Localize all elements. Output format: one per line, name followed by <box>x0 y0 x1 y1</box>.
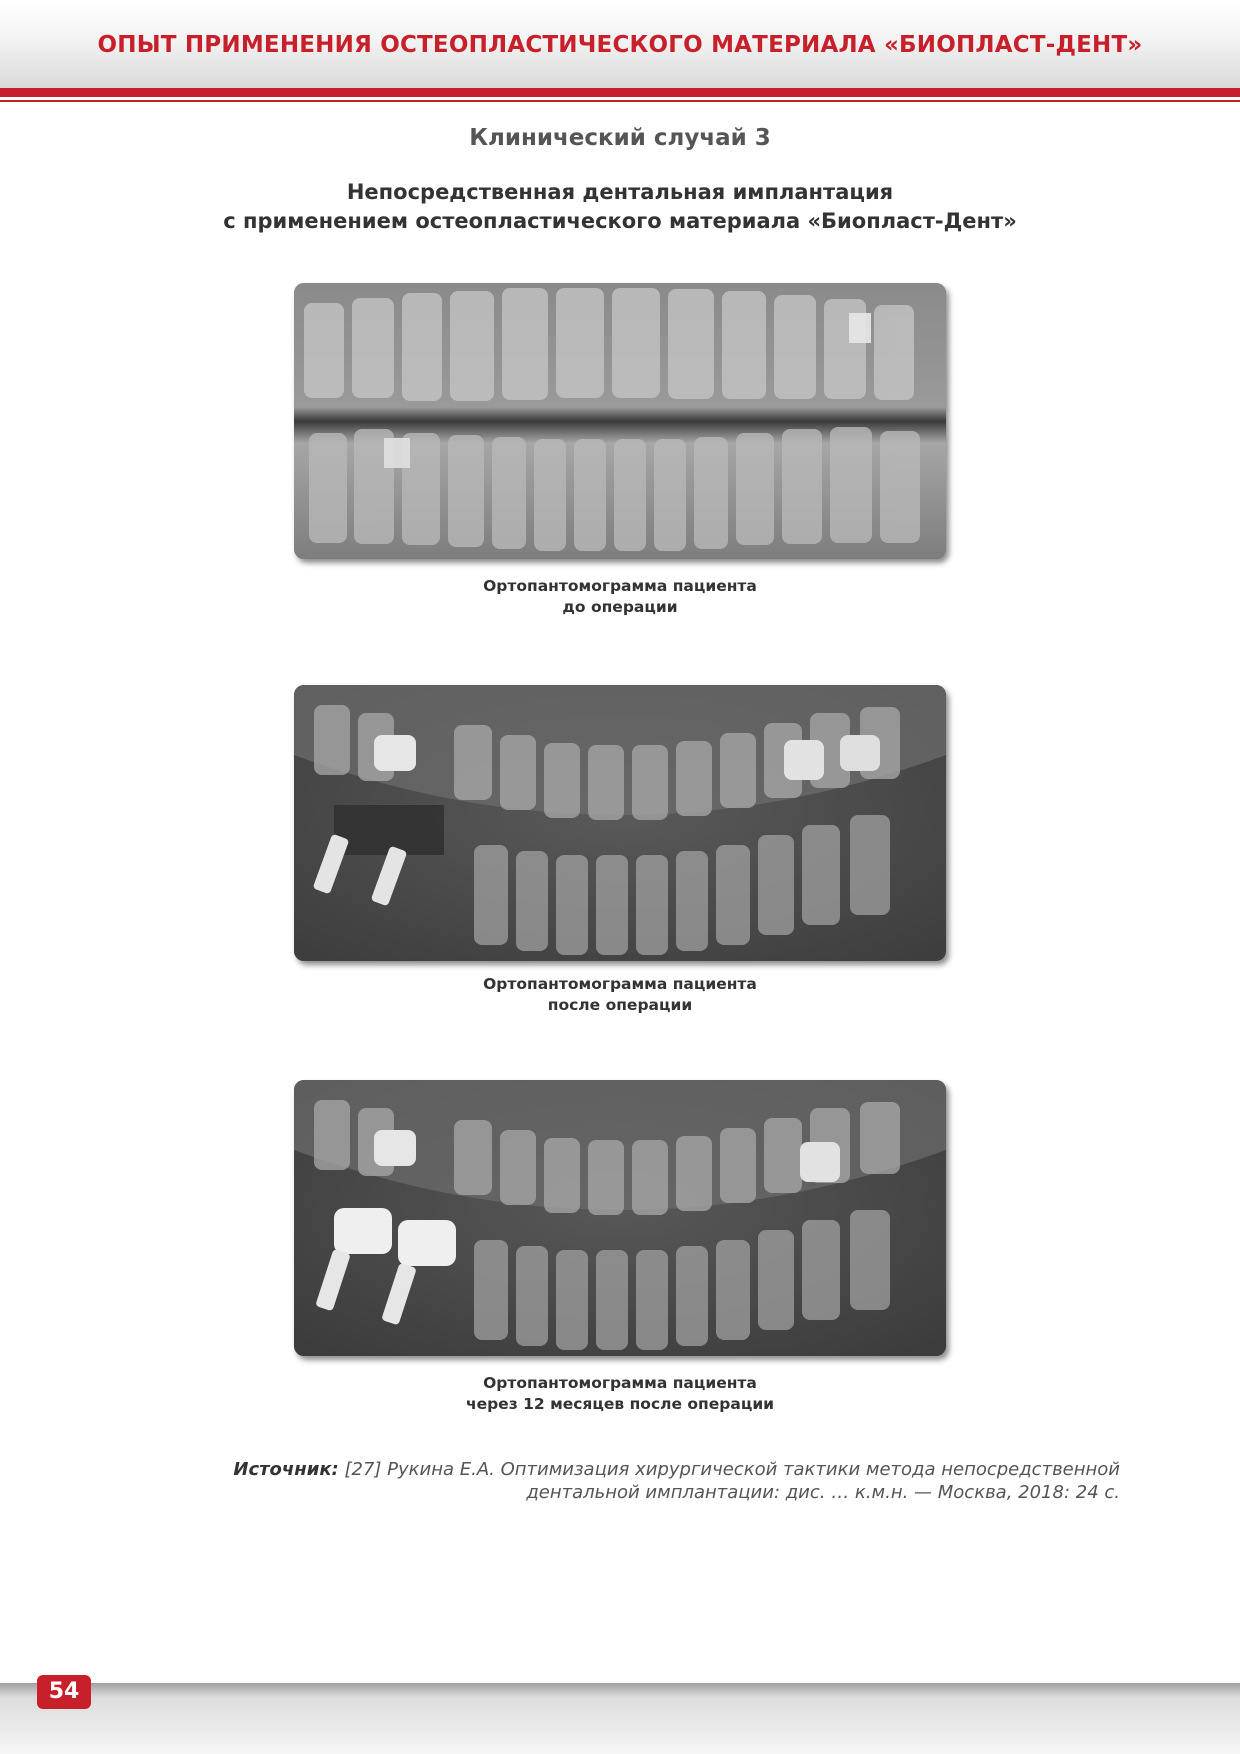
source-label: Источник: <box>233 1459 339 1480</box>
main-title-line-2: с применением остеопластического материала «Биопласт-Дент» <box>223 209 1017 233</box>
caption-12-months-line-1: Ортопантомограмма пациента <box>483 1374 757 1392</box>
caption-after-line-2: после операции <box>547 996 693 1014</box>
header-title: ОПЫТ ПРИМЕНЕНИЯ ОСТЕОПЛАСТИЧЕСКОГО МАТЕРИАЛА «БИОПЛАСТ-ДЕНТ» <box>97 32 1143 58</box>
caption-after <box>0 974 1240 1016</box>
case-title: Клинический случай 3 <box>469 125 771 151</box>
xray-after-graphic <box>294 685 946 961</box>
source-citation <box>220 1458 1120 1504</box>
main-title <box>0 178 1240 236</box>
source-text-1: [27] Рукина Е.А. Оптимизация хирургической тактики метода непосредственной <box>344 1459 1120 1480</box>
page-number: 54 <box>37 1675 91 1709</box>
page-footer <box>0 1683 1240 1754</box>
xray-12-months-image <box>294 1080 946 1356</box>
caption-before-line-1: Ортопантомограмма пациента <box>483 577 757 595</box>
caption-before <box>0 576 1240 618</box>
xray-before-graphic <box>294 283 946 559</box>
header-rule <box>0 88 1240 97</box>
caption-12-months-line-2: через 12 месяцев после операции <box>465 1395 775 1413</box>
xray-after-image <box>294 685 946 961</box>
xray-12-months-graphic <box>294 1080 946 1356</box>
page-header <box>0 0 1240 88</box>
header-rule-thin <box>0 100 1240 102</box>
caption-after-line-1: Ортопантомограмма пациента <box>483 975 757 993</box>
source-line-1 <box>220 1458 1120 1481</box>
source-line-2: дентальной имплантации: дис. … к.м.н. — Москва, 2018: 24 с. <box>526 1482 1120 1503</box>
caption-before-line-2: до операции <box>562 598 678 616</box>
xray-before-image <box>294 283 946 559</box>
main-title-line-1: Непосредственная дентальная имплантация <box>346 180 894 204</box>
caption-12-months <box>0 1373 1240 1415</box>
